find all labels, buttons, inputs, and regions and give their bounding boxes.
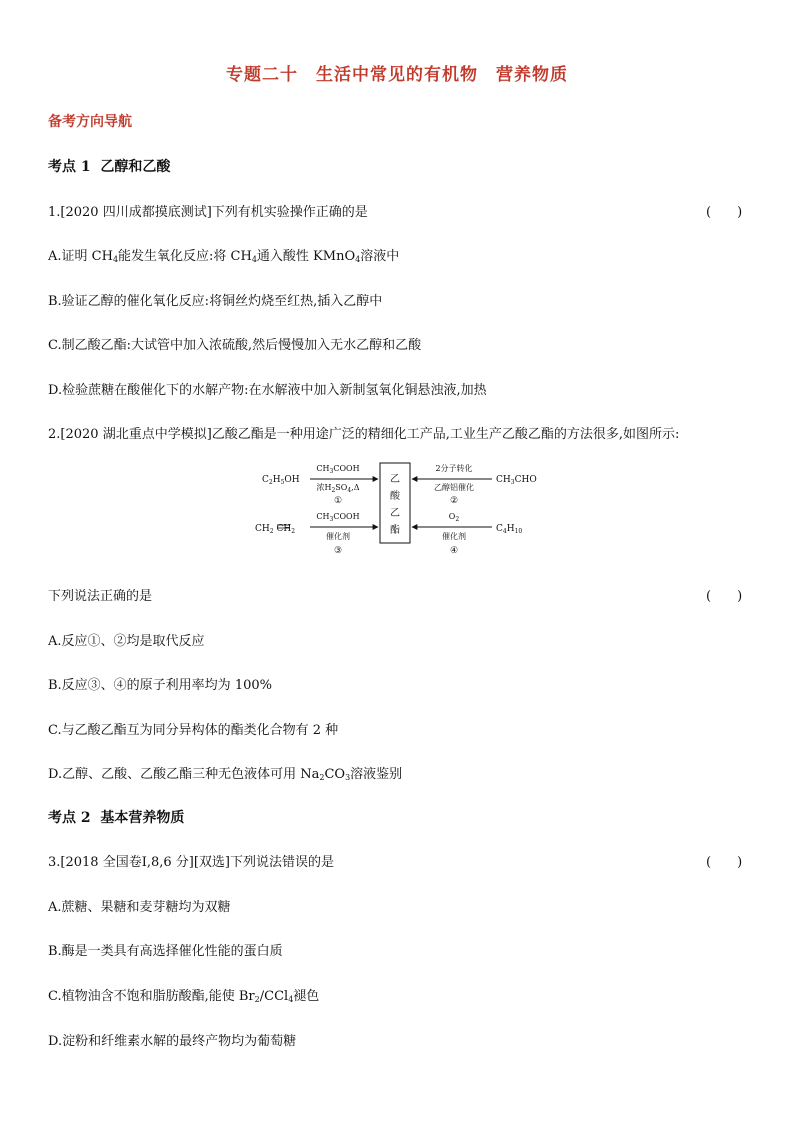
reactant-ethylene: $CH_2$ $CH_2$ — [255, 524, 296, 535]
q1-answer-paren: ( ) — [706, 205, 743, 220]
route-4-reagent: $O_2$ — [448, 512, 460, 523]
q2-answer-paren: ( ) — [706, 589, 743, 604]
q1-option-c: C.制乙酸乙酯:大试管中加入浓硫酸,然后慢慢加入无水乙醇和乙酸 — [48, 338, 422, 353]
q2-stem: 2.[2020 湖北重点中学模拟]乙酸乙酯是一种用途广泛的精细化工产品,工业生产乙酸乙酯的方法很多,如图所示: — [48, 427, 680, 442]
q3-answer-paren: ( ) — [706, 855, 743, 870]
route-3-condition: 催化剂 — [326, 532, 350, 541]
section-1-label: 考点 1 — [48, 159, 91, 175]
q1-option-a: A.证明 $CH_4$能发生氧化反应:将 $CH_4$通入酸性 KMnO$_4$溶液中 — [48, 249, 400, 264]
center-char-4: 酯 — [390, 525, 400, 536]
reactant-acetaldehyde: $CH_3CHO$ — [496, 475, 537, 486]
q3-option-a: A.蔗糖、果糖和麦芽糖均为双糖 — [48, 900, 231, 915]
q3-stem: 3.[2018 全国卷Ⅰ,8,6 分][双选]下列说法错误的是 — [48, 855, 334, 870]
route-4-condition: 催化剂 — [442, 532, 466, 541]
route-1-condition: 浓$H_2SO_4,\Delta$ — [316, 483, 360, 494]
q2-option-a: A.反应①、②均是取代反应 — [48, 634, 205, 649]
route-1-number: ① — [333, 496, 343, 506]
section-2-name: 基本营养物质 — [100, 810, 185, 826]
q3-option-d: D.淀粉和纤维素水解的最终产物均为葡萄糖 — [48, 1034, 297, 1049]
q2-prompt: 下列说法正确的是 — [48, 589, 153, 604]
route-2-condition: 乙醇铝催化 — [434, 483, 474, 492]
section-2-label: 考点 2 — [48, 810, 91, 826]
route-3-number: ③ — [333, 546, 343, 556]
q2-option-d: D.乙醇、乙酸、乙酸乙酯三种无色液体可用 $Na_2CO_3$溶液鉴别 — [48, 767, 403, 782]
q3-option-c: C.植物油含不饱和脂肪酸酯,能使 $Br_2/CCl_4$褪色 — [48, 989, 320, 1004]
reactant-ethanol: $C_2H_5OH$ — [262, 475, 300, 486]
route-4-number: ④ — [449, 546, 459, 556]
route-2-reagent: 2分子转化 — [435, 464, 473, 473]
route-2-number: ② — [449, 496, 459, 506]
route-1-reagent: $CH_3COOH$ — [316, 464, 360, 475]
center-char-2: 酸 — [390, 491, 400, 502]
route-3-reagent: $CH_3COOH$ — [316, 512, 360, 523]
section-1-name: 乙醇和乙酸 — [100, 159, 171, 175]
guide-heading: 备考方向导航 — [48, 114, 132, 130]
page-title: 专题二十 生活中常见的有机物 营养物质 — [226, 65, 568, 85]
section-2-heading — [48, 807, 184, 827]
q1-option-d: D.检验蔗糖在酸催化下的水解产物:在水解液中加入新制氢氧化铜悬浊液,加热 — [48, 383, 487, 398]
q1-stem: 1.[2020 四川成都摸底测试]下列有机实验操作正确的是 — [48, 205, 368, 220]
q2-option-c: C.与乙酸乙酯互为同分异构体的酯类化合物有 2 种 — [48, 723, 339, 738]
synthesis-diagram — [250, 455, 550, 565]
q2-option-b: B.反应③、④的原子利用率均为 100% — [48, 678, 272, 693]
section-1-heading — [48, 156, 170, 176]
center-char-1: 乙 — [390, 474, 400, 485]
reactant-butane: $C_4H_{10}$ — [496, 524, 523, 535]
q3-option-b: B.酶是一类具有高选择催化性能的蛋白质 — [48, 944, 283, 959]
center-char-3: 乙 — [390, 508, 400, 519]
q1-option-b: B.验证乙醇的催化氧化反应:将铜丝灼烧至红热,插入乙醇中 — [48, 294, 383, 309]
